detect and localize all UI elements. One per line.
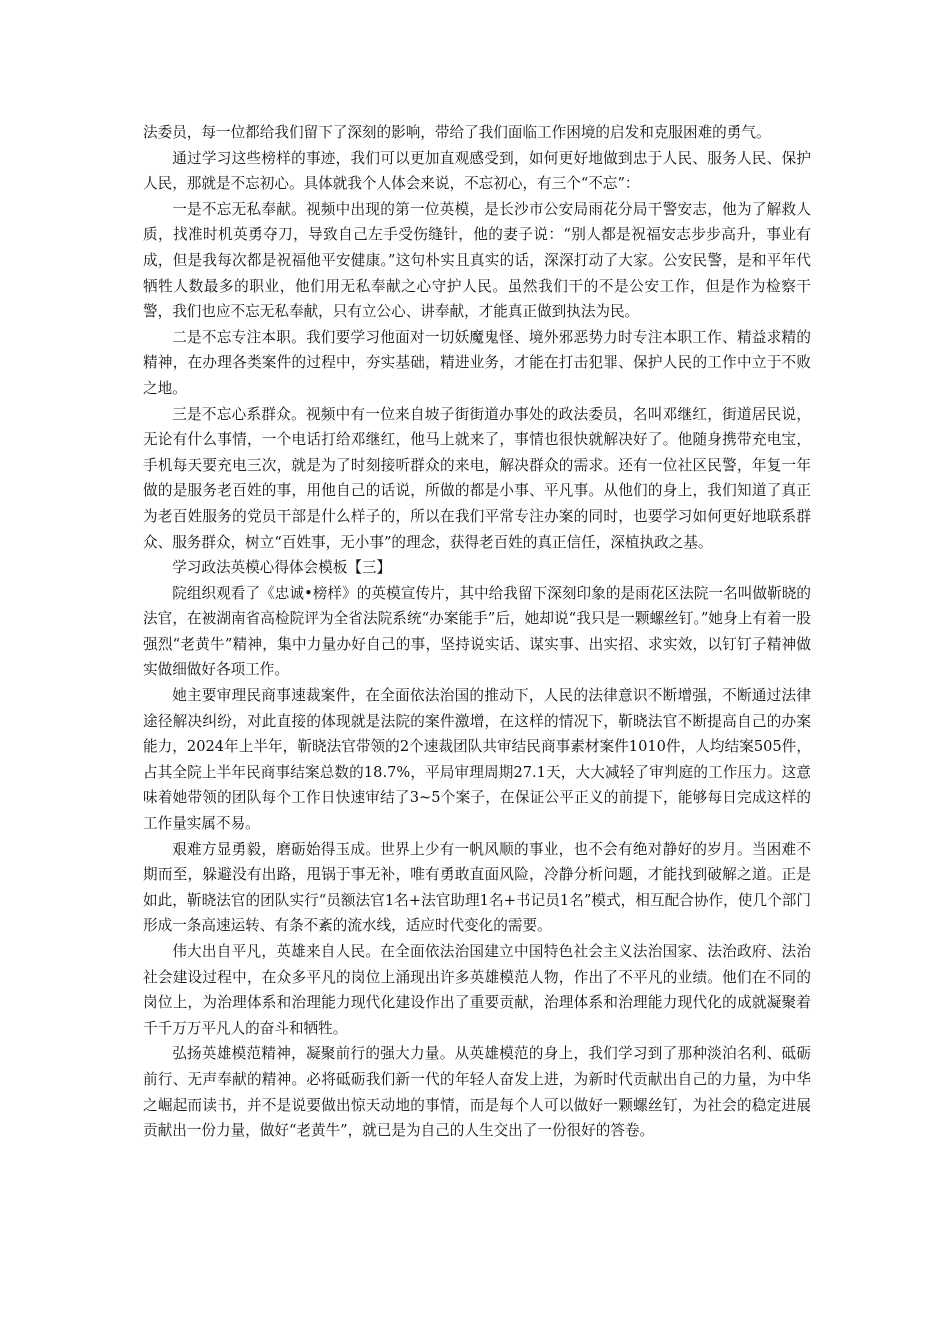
paragraph-point-one: 一是不忘无私奉献。视频中出现的第一位英模，是长沙市公安局雨花分局干警安志，他为了解救人质，找准时机英勇夺刀，导致自己左手受伤缝针，他的妻子说：“别人都是祝福安志步步高升，事业有成，但是我每次都是祝福他平安健康。”这句朴实且真实的话，深深打动了大家。公安民警，是和平年代牺牲人数最多的职业，他们用无私奉献之心守护人民。虽然我们干的不是公安工作，但是作为检察干警，我们也应不忘无私奉献，只有立公心、讲奉献，才能真正做到执法为民。 — [143, 200, 811, 321]
section-heading: 学习政法英模心得体会模板【三】 — [172, 559, 392, 577]
paragraph-intro: 通过学习这些榜样的事迹，我们可以更加直观感受到，如何更好地做到忠于人民、服务人民、保护人民，那就是不忘初心。具体就我个人体会来说，不忘初心，有三个“不忘”： — [143, 149, 811, 193]
paragraph-continuation: 法委员，每一位都给我们留下了深刻的影响，带给了我们面临工作困境的启发和克服困难的勇气。 — [143, 124, 771, 141]
document-body — [143, 120, 811, 1144]
paragraph-judge-intro: 院组织观看了《忠诚•榜样》的英模宣传片，其中给我留下深刻印象的是雨花区法院一名叫做靳晓的法官，在被湖南省高检院评为全省法院系统“办案能手”后，她却说“我只是一颗螺丝钉。”她身上有着一股强烈“老黄牛”精神，集中力量办好自己的事，坚持说实话、谋实事、出实招、求实效，以钉钉子精神做实做细做好各项工作。 — [143, 584, 811, 679]
paragraph-judge-work: 她主要审理民商事速裁案件，在全面依法治国的推动下，人民的法律意识不断增强，不断通过法律途径解决纠纷，对此直接的体现就是法院的案件激增，在这样的情况下，靳晓法官不断提高自己的办案能力，2024年上半年，靳晓法官带领的2个速裁团队共审结民商事素材案件1010件，人均结案505件，占其全院上半年民商事结案总数的18.7%，平局审理周期27.1天，大大减轻了审判庭的工作压力。这意味着她带领的团队每个工作日快速审结了3~5个案子，在保证公平正义的前提下，能够每日完成这样的工作量实属不易。 — [143, 687, 811, 833]
paragraph-point-two: 二是不忘专注本职。我们要学习他面对一切妖魔鬼怪、境外邪恶势力时专注本职工作、精益求精的精神，在办理各类案件的过程中，夯实基础，精进业务，才能在打击犯罪、保护人民的工作中立于不败之地。 — [143, 328, 811, 397]
paragraph-point-three: 三是不忘心系群众。视频中有一位来自坡子街街道办事处的政法委员，名叫邓继红，街道居民说，无论有什么事情，一个电话打给邓继红，他马上就来了，事情也很快就解决好了。他随身携带充电宝，手机每天要充电三次，就是为了时刻接听群众的来电，解决群众的需求。还有一位社区民警，年复一年做的是服务老百姓的事，用他自己的话说，所做的都是小事、平凡事。从他们的身上，我们知道了真正为老百姓服务的党员干部是什么样子的，所以在我们平常专注办案的同时，也要学习如何更好地联系群众、服务群众，树立“百姓事，无小事”的理念，获得老百姓的真正信任，深植执政之基。 — [143, 405, 811, 551]
paragraph-conclusion: 弘扬英雄模范精神，凝聚前行的强大力量。从英雄模范的身上，我们学习到了那种淡泊名利、砥砺前行、无声奉献的精神。必将砥砺我们新一代的年轻人奋发上进，为新时代贡献出自己的力量，为中华之崛起而读书，并不是说要做出惊天动地的事情，而是每个人可以做好一颗螺丝钉，为社会的稳定进展贡献出一份力量，做好“老黄牛”，就已是为自己的人生交出了一份很好的答卷。 — [143, 1045, 811, 1140]
paragraph-ordinary-heroes: 伟大出自平凡，英雄来自人民。在全面依法治国建立中国特色社会主义法治国家、法治政府、法治社会建设过程中，在众多平凡的岗位上涌现出许多英雄模范人物，作出了不平凡的业绩。他们在不同的岗位上，为治理体系和治理能力现代化建设作出了重要贡献，治理体系和治理能力现代化的成就凝聚着千千万万平凡人的奋斗和牺牲。 — [143, 943, 811, 1037]
paragraph-hardship: 艰难方显勇毅，磨砺始得玉成。世界上少有一帆风顺的事业，也不会有绝对静好的岁月。当困难不期而至，躲避没有出路，甩锅于事无补，唯有勇敢直面风险，冷静分析问题，才能找到破解之道。正是如此，靳晓法官的团队实行“员额法官1名+法官助理1名+书记员1名”模式，相互配合协作，使几个部门形成一条高速运转、有条不紊的流水线，适应时代变化的需要。 — [143, 840, 811, 935]
